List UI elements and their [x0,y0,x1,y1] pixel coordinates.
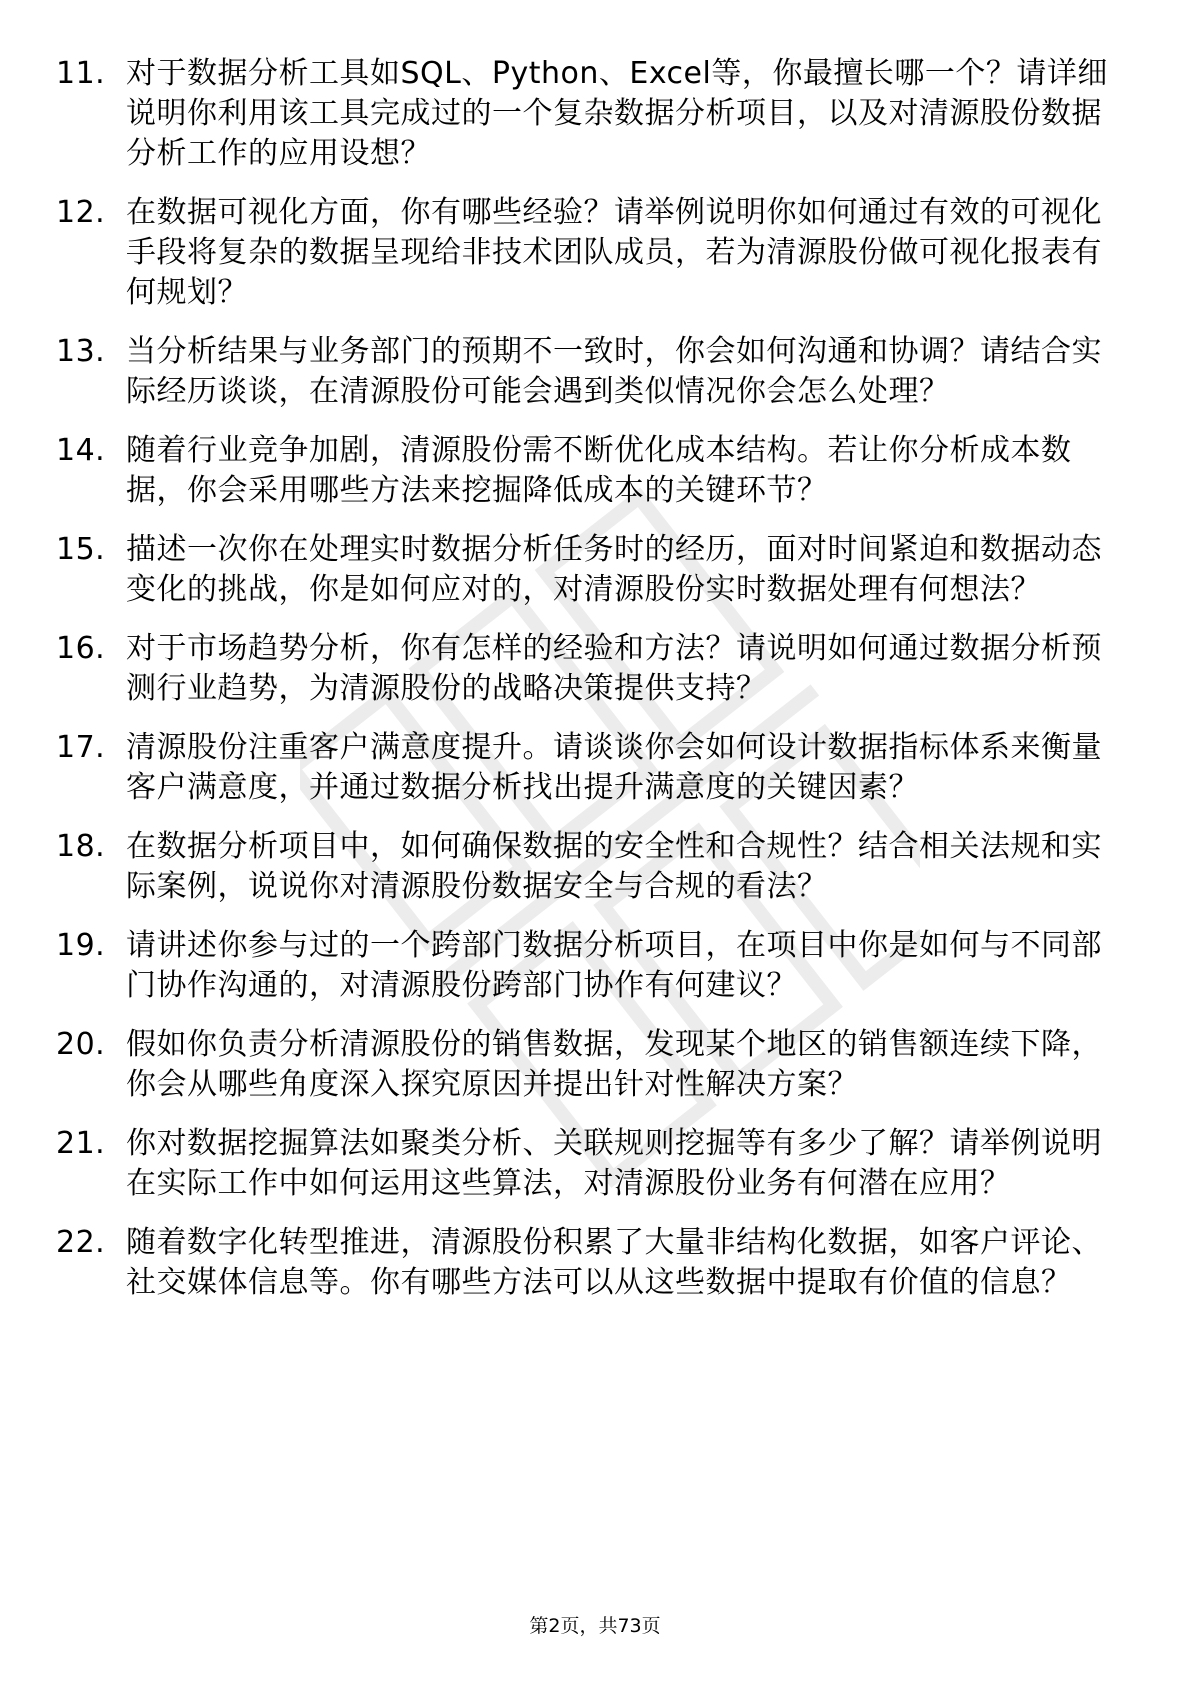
question-number: 19. [56,928,106,963]
list-item [56,193,1126,313]
question-text: 当分析结果与业务部门的预期不一致时，你会如何沟通和协调？请结合实际经历谈谈，在清源股份可能会遇到类似情况你会怎么处理？ [126,334,1102,409]
question-number: 16. [56,631,106,666]
question-number: 15. [56,532,106,567]
list-item [56,332,1126,412]
question-text: 清源股份注重客户满意度提升。请谈谈你会如何设计数据指标体系来衡量客户满意度，并通过数据分析找出提升满意度的关键因素？ [126,730,1102,805]
question-number: 21. [56,1126,106,1161]
question-number: 12. [56,195,106,230]
question-number: 14. [56,433,106,468]
question-number: 11. [56,56,106,91]
question-number: 18. [56,829,106,864]
question-number: 13. [56,334,106,369]
list-item [56,728,1126,808]
question-number: 20. [56,1027,106,1062]
list-item [56,530,1126,610]
question-text: 对于市场趋势分析，你有怎样的经验和方法？请说明如何通过数据分析预测行业趋势，为清源股份的战略决策提供支持？ [126,631,1102,706]
list-item [56,1223,1126,1303]
question-text: 随着数字化转型推进，清源股份积累了大量非结构化数据，如客户评论、社交媒体信息等。你有哪些方法可以从这些数据中提取有价值的信息？ [126,1225,1102,1300]
page-footer: 第2页，共73页 [529,1615,661,1637]
list-item [56,926,1126,1006]
question-list [56,54,1126,1322]
list-item [56,629,1126,709]
question-text: 对于数据分析工具如SQL、Python、Excel等，你最擅长哪一个？请详细说明你利用该工具完成过的一个复杂数据分析项目，以及对清源股份数据分析工作的应用设想？ [126,56,1108,171]
question-text: 在数据分析项目中，如何确保数据的安全性和合规性？结合相关法规和实际案例，说说你对清源股份数据安全与合规的看法？ [126,829,1102,904]
list-item [56,431,1126,511]
question-text: 你对数据挖掘算法如聚类分析、关联规则挖掘等有多少了解？请举例说明在实际工作中如何运用这些算法，对清源股份业务有何潜在应用？ [126,1126,1102,1201]
list-item [56,1025,1126,1105]
question-number: 22. [56,1225,106,1260]
question-text: 随着行业竞争加剧，清源股份需不断优化成本结构。若让你分析成本数据，你会采用哪些方法来挖掘降低成本的关键环节？ [126,433,1072,508]
list-item [56,54,1126,174]
list-item [56,827,1126,907]
list-item [56,1124,1126,1204]
question-text: 在数据可视化方面，你有哪些经验？请举例说明你如何通过有效的可视化手段将复杂的数据呈现给非技术团队成员，若为清源股份做可视化报表有何规划？ [126,195,1102,310]
question-text: 假如你负责分析清源股份的销售数据，发现某个地区的销售额连续下降，你会从哪些角度深入探究原因并提出针对性解决方案？ [126,1027,1102,1102]
question-text: 描述一次你在处理实时数据分析任务时的经历，面对时间紧迫和数据动态变化的挑战，你是如何应对的，对清源股份实时数据处理有何想法？ [126,532,1102,607]
question-number: 17. [56,730,106,765]
question-text: 请讲述你参与过的一个跨部门数据分析项目，在项目中你是如何与不同部门协作沟通的，对清源股份跨部门协作有何建议？ [126,928,1102,1003]
